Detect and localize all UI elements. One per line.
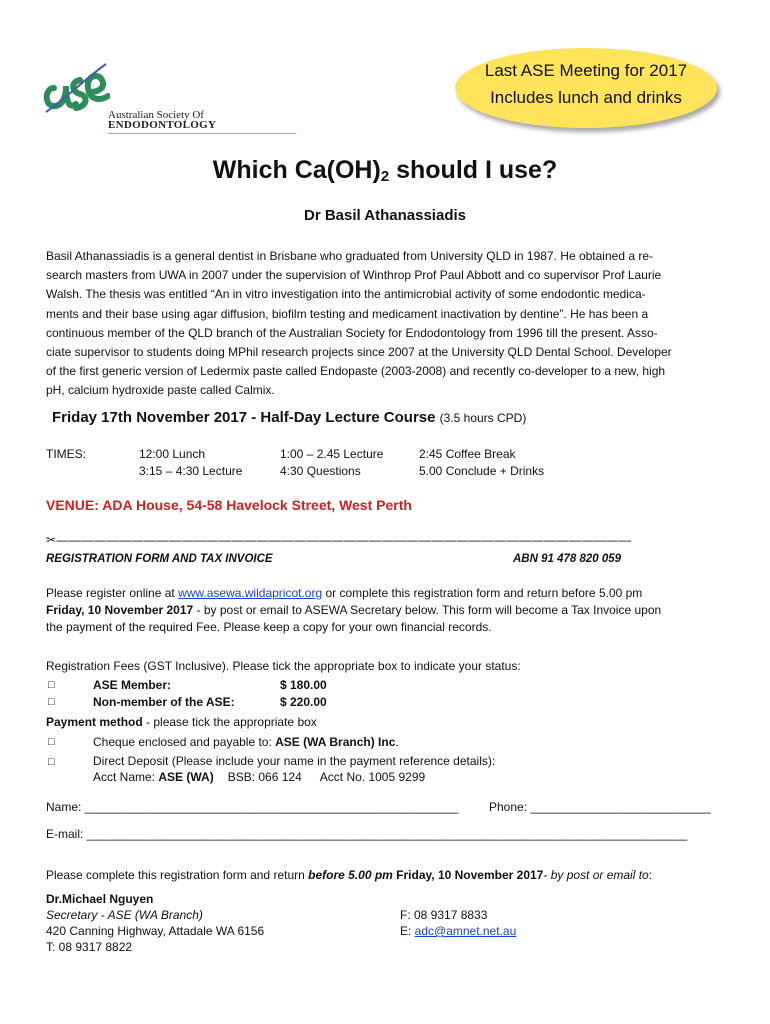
payment-cheque-text: Cheque enclosed and payable to: ASE (WA Branch) Inc. bbox=[93, 735, 399, 749]
bank-account-details: Acct Name: ASE (WA) BSB: 066 124 Acct No. 1005 9299 bbox=[93, 770, 426, 784]
badge-line-2: Includes lunch and drinks bbox=[490, 88, 682, 107]
scissors-cut-line: ✂—————————————————————————————————————————————— bbox=[46, 533, 632, 547]
ase-logo-mark-icon bbox=[40, 58, 110, 116]
cpd-hours: (3.5 hours CPD) bbox=[439, 411, 527, 425]
speaker-name: Dr Basil Athanassiadis bbox=[303, 207, 466, 224]
venue: VENUE: ADA House, 54-58 Havelock Street, West Perth bbox=[46, 497, 412, 513]
bio-line: ments and their base using agar diffusion, biofilm testing and medicament inactivation by dentine”. He has been a bbox=[46, 306, 649, 321]
direct-deposit-checkbox[interactable]: □ bbox=[48, 756, 55, 768]
registration-intro-line: Please register online at www.asewa.wildapricot.org or complete this registration form and return before 5.00 pm bbox=[46, 586, 643, 600]
registration-title: REGISTRATION FORM AND TAX INVOICE bbox=[46, 553, 273, 565]
fee-label-member: ASE Member: bbox=[93, 678, 172, 692]
contact-phone: T: 08 9317 8822 bbox=[46, 940, 133, 954]
registration-intro-line: Friday, 10 November 2017 - by post or email to ASEWA Secretary below. This form will become a Tax Invoice upon bbox=[46, 603, 662, 617]
bio-line: search masters from UWA in 2007 under the supervision of Winthrop Prof Paul Abbott and co supervisor Prof Laurie bbox=[46, 268, 662, 283]
member-checkbox[interactable]: □ bbox=[48, 679, 55, 691]
phone-field[interactable]: Phone: ___________________________ bbox=[489, 800, 711, 814]
email-field[interactable]: E-mail: __________________________________________________________________________________________ bbox=[46, 827, 688, 841]
contact-email-link[interactable]: adc@amnet.net.au bbox=[414, 924, 517, 938]
fee-amount-non-member: $ 220.00 bbox=[280, 695, 327, 709]
contact-role: Secretary - ASE (WA Branch) bbox=[46, 908, 203, 922]
page-title: Which $Ca(OH)_2$ should I use? bbox=[212, 156, 558, 185]
logo-text-endodontology: ENDODONTOLOGY bbox=[108, 119, 217, 131]
fee-label-non-member: Non-member of the ASE: bbox=[93, 695, 235, 709]
bio-line: ciate supervisor to students doing MPhil research projects since 2007 at the University QLD Dental School. Developer bbox=[46, 345, 672, 360]
registration-intro-line: the payment of the required Fee. Please keep a copy for your own financial records. bbox=[46, 620, 492, 634]
speaker-bio bbox=[46, 247, 726, 401]
time-item: 12:00 Lunch bbox=[139, 447, 206, 461]
times-label: TIMES: bbox=[46, 447, 87, 461]
logo-text-society: Australian Society Of bbox=[108, 109, 204, 121]
bio-line: Walsh. The thesis was entitled “An in vitro investigation into the antimicrobial activity of some endodontic medica- bbox=[46, 287, 646, 302]
bio-line: pH, calcium hydroxide paste called Calmix. bbox=[46, 383, 275, 398]
name-field[interactable]: Name: ________________________________________________________ bbox=[46, 800, 459, 814]
contact-name: Dr.Michael Nguyen bbox=[46, 892, 154, 906]
time-item: 1:00 – 2.45 Lecture bbox=[280, 447, 384, 461]
registration-website-link[interactable]: www.asewa.wildapricot.org bbox=[178, 586, 323, 600]
time-item: 5.00 Conclude + Drinks bbox=[419, 464, 545, 478]
badge-line-1: Last ASE Meeting for 2017 bbox=[484, 61, 688, 80]
course-heading: Friday 17th November 2017 - Half-Day Lecture Course (3.5 hours CPD) bbox=[52, 409, 527, 426]
bio-line: Basil Athanassiadis is a general dentist in Brisbane who graduated from University QLD in 1987. He obtained a re- bbox=[46, 249, 654, 263]
fee-amount-member: $ 180.00 bbox=[280, 678, 327, 692]
contact-email-row: E: adc@amnet.net.au bbox=[400, 924, 517, 938]
logo-divider bbox=[108, 133, 296, 134]
contact-fax: F: 08 9317 8833 bbox=[400, 908, 488, 922]
abn-number: ABN 91 478 820 059 bbox=[513, 553, 622, 565]
payment-heading: Payment method - please tick the appropriate box bbox=[46, 715, 317, 729]
payment-direct-deposit-text: Direct Deposit (Please include your name in the payment reference details): bbox=[93, 754, 496, 768]
cheque-checkbox[interactable]: □ bbox=[48, 736, 55, 748]
fees-heading: Registration Fees (GST Inclusive). Please tick the appropriate box to indicate your status: bbox=[46, 659, 521, 673]
non-member-checkbox[interactable]: □ bbox=[48, 696, 55, 708]
time-item: 4:30 Questions bbox=[280, 464, 361, 478]
return-instructions: Please complete this registration form and return before 5.00 pm Friday, 10 November 2017- by post or email to: bbox=[46, 868, 653, 882]
time-item: 2:45 Coffee Break bbox=[419, 447, 516, 461]
bio-line: continuous member of the QLD branch of the Australian Society for Endodontology from 1996 till the present. Asso- bbox=[46, 325, 658, 340]
bio-line: of the first generic version of Ledermix paste called Endopaste (2003-2008) and recently co-developer to a new, high bbox=[46, 364, 666, 379]
contact-address: 420 Canning Highway, Attadale WA 6156 bbox=[46, 924, 265, 938]
time-item: 3:15 – 4:30 Lecture bbox=[139, 464, 243, 478]
